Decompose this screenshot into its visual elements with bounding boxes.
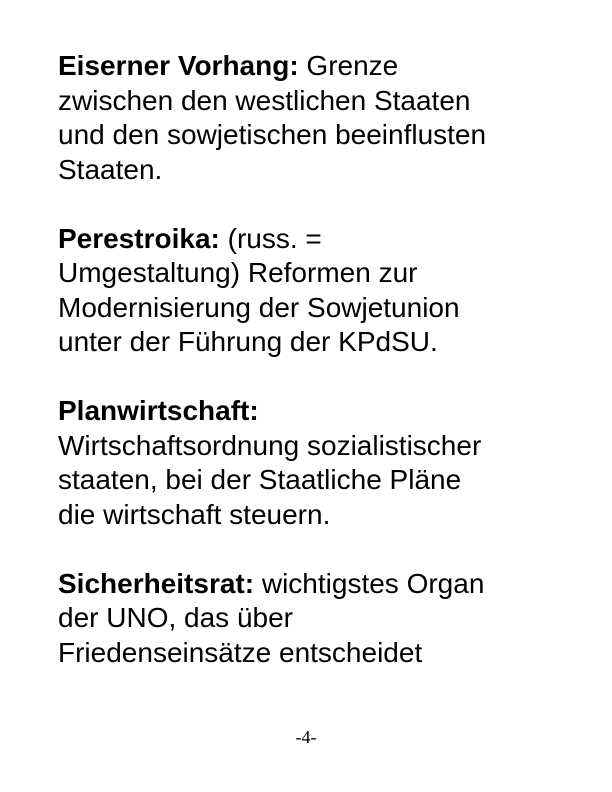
glossary-entry-eiserner-vorhang	[58, 49, 578, 187]
glossary-entry-planwirtschaft	[58, 394, 578, 532]
glossary-term: Eiserner Vorhang:	[58, 50, 299, 81]
glossary-term: Perestroika:	[58, 222, 220, 254]
glossary-entry-perestroika	[58, 222, 578, 360]
glossary-term: Sicherheitsrat:	[58, 567, 255, 599]
glossary-definition: Grenze zwischen den westlichen Staaten und den sowjetischen beeinflusten Staaten.	[58, 50, 487, 185]
glossary-term: Planwirtschaft:	[58, 395, 259, 426]
glossary-definition: wichtigstes Organ der UNO, das über Friedenseinsätze entscheidet	[58, 567, 485, 668]
glossary-list	[58, 49, 578, 705]
glossary-entry-sicherheitsrat	[58, 567, 578, 671]
glossary-definition: Wirtschaftsordnung sozialistischer staaten, bei der Staatliche Pläne die wirtschaft steuern.	[58, 429, 482, 530]
page-number: -4-	[295, 727, 317, 747]
glossary-definition: (russ. = Umgestaltung) Reformen zur Modernisierung der Sowjetunion unter der Führung der KPdSU.	[58, 222, 460, 357]
